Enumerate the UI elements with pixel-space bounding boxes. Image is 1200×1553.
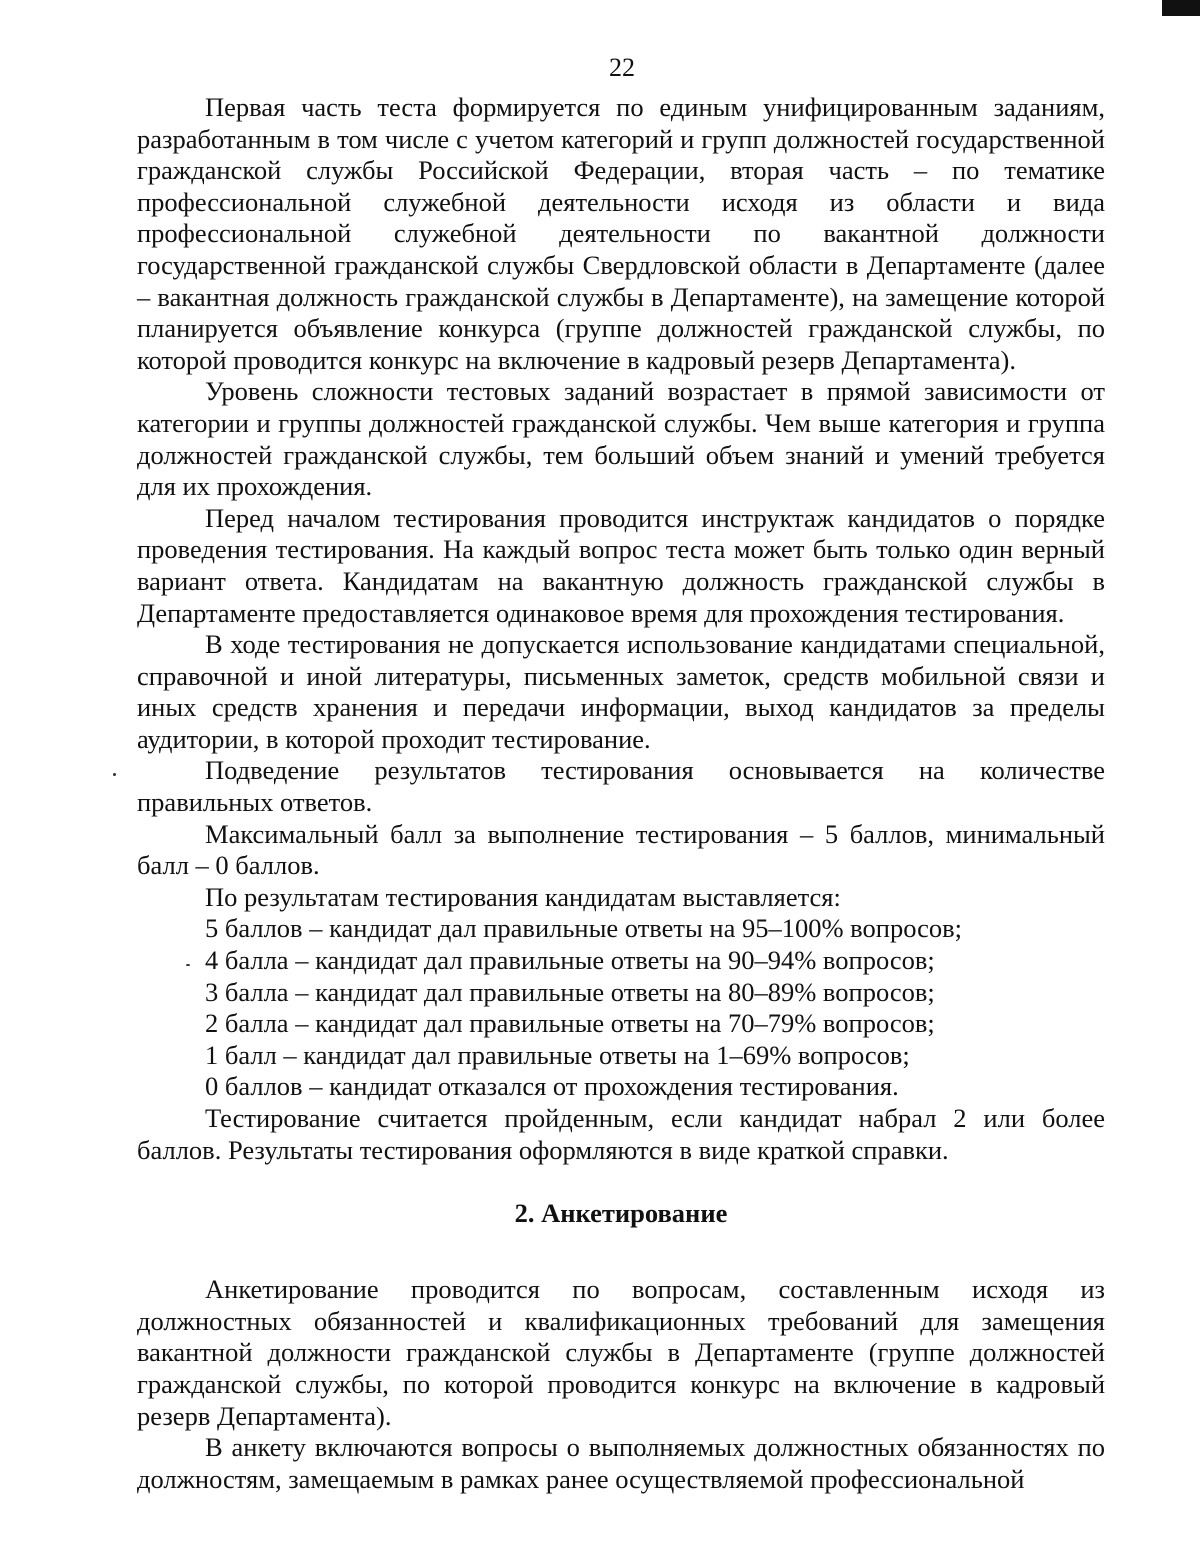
paragraph-prohibitions: В ходе тестирования не допускается использование кандидатами специальной, справочной и иной литературы, письменных заметок, средств мобильной связи и иных средств хранения и передачи информации, выход кандидатов за пределы аудитории, в которой проходит тестирование.	[137, 629, 1105, 754]
scan-edge-mark	[1162, 0, 1200, 16]
paragraph-max-score: Максимальный балл за выполнение тестирования – 5 баллов, минимальный балл – 0 баллов.	[137, 818, 1105, 881]
paragraph-test-parts: Первая часть теста формируется по единым унифицированным заданиям, разработанным в том числе с учетом категорий и групп должностей государственной гражданской службы Российской Федерации, вторая часть – по тематике профессиональной служебной деятельности исходя из области и вида профессиональной служебной деятельности по вакантной должности государственной гражданской службы Свердловской области в Департаменте (далее – вакантная должность гражданской службы в Департаменте), на замещение которой планируется объявление конкурса (группе должностей гражданской службы, по которой проводится конкурс на включение в кадровый резерв Департамента).	[137, 92, 1105, 375]
score-item: 2 балла – кандидат дал правильные ответы на 70–79% вопросов;	[205, 1008, 935, 1039]
score-item: 4 балла – кандидат дал правильные ответы на 90–94% вопросов;	[205, 945, 935, 976]
paragraph-instruction: Перед началом тестирования проводится инструктаж кандидатов о порядке проведения тестирования. На каждый вопрос теста может быть только один верный вариант ответа. Кандидатам на вакантную должность гражданской службы в Департаменте предоставляется одинаковое время для прохождения тестирования.	[137, 502, 1105, 628]
score-item: 1 балл – кандидат дал правильные ответы на 1–69% вопросов;	[205, 1039, 910, 1070]
document-body	[137, 92, 1105, 1495]
paragraph-results: Подведение результатов тестирования основывается на количестве правильных ответов.	[137, 755, 1105, 818]
paragraph-questionnaire-content: В анкету включаются вопросы о выполняемых должностных обязанностях по должностям, замещаемым в рамках ранее осуществляемой профессиональной	[137, 1432, 1105, 1494]
page-number: 22	[609, 53, 635, 82]
scan-speck	[113, 773, 116, 776]
paragraph-pass-criteria: Тестирование считается пройденным, если кандидат набрал 2 или более баллов. Результаты тестирования оформляются в виде краткой справки.	[137, 1103, 1105, 1165]
score-item: 5 баллов – кандидат дал правильные ответы на 95–100% вопросов;	[205, 913, 962, 944]
score-item: 0 баллов – кандидат отказался от прохождения тестирования.	[205, 1071, 899, 1102]
paragraph-scoring-intro: По результатам тестирования кандидатам выставляется:	[205, 881, 841, 912]
paragraph-difficulty: Уровень сложности тестовых заданий возрастает в прямой зависимости от категории и группы должностей гражданской службы. Чем выше категория и группа должностей гражданской службы, тем больший объем знаний и умений требуется для их прохождения.	[137, 376, 1105, 502]
score-item: 3 балла – кандидат дал правильные ответы на 80–89% вопросов;	[205, 976, 935, 1007]
paragraph-questionnaire: Анкетирование проводится по вопросам, составленным исходя из должностных обязанностей и квалификационных требований для замещения вакантной должности гражданской службы в Департаменте (группе должностей гражданской службы, по которой проводится конкурс на включение в кадровый резерв Департамента).	[137, 1274, 1105, 1431]
section-heading: 2. Анкетирование	[514, 1198, 728, 1229]
